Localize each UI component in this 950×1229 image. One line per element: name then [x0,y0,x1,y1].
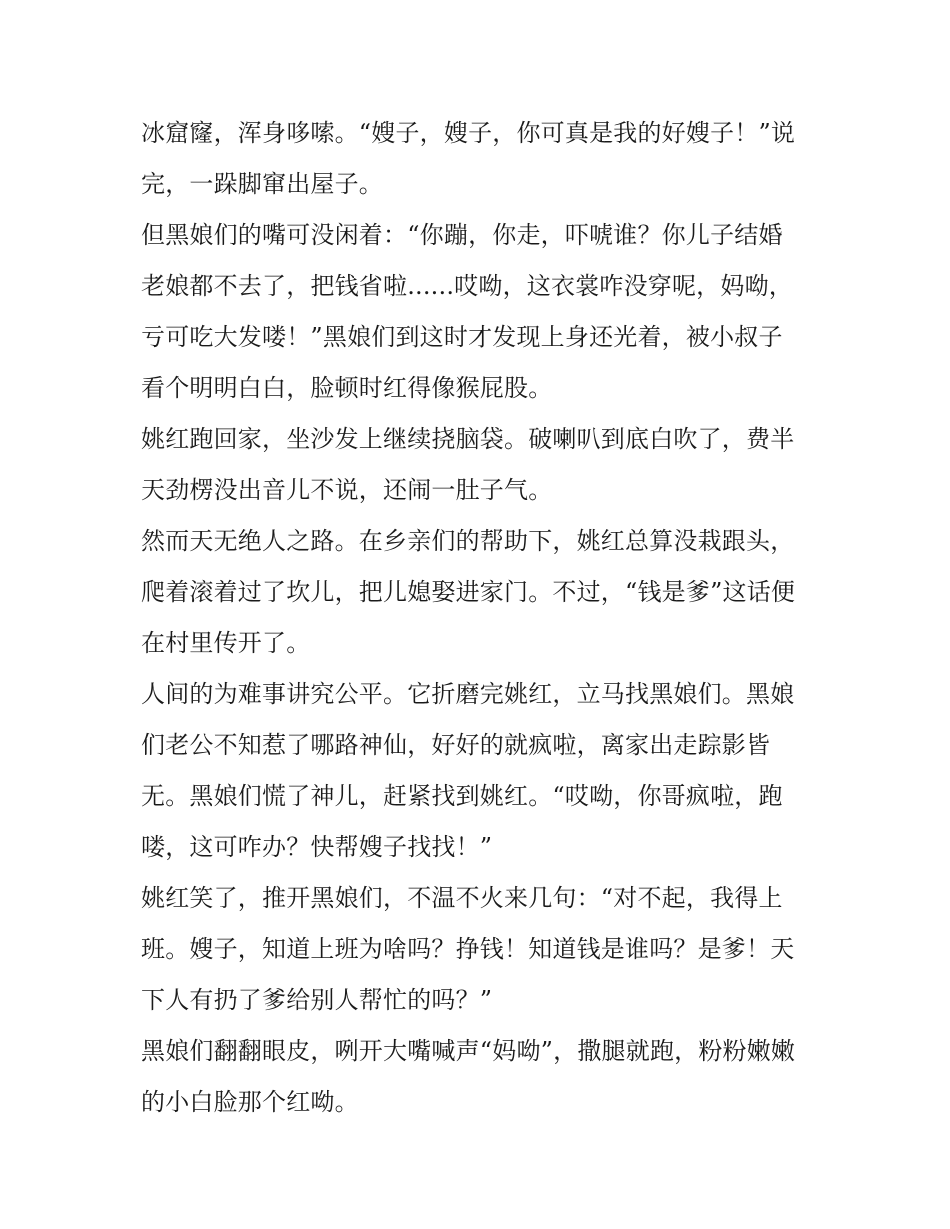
text-line: 们老公不知惹了哪路神仙，好好的就疯啦，离家出走踪影皆 [141,731,771,759]
paragraph-1 [141,108,821,210]
text-line: 喽，这可咋办？快帮嫂子找找！” [141,833,493,861]
paragraph-4 [141,516,821,669]
text-line: 冰窟窿，浑身哆嗦。“嫂子，嫂子，你可真是我的好嫂子！”说 [141,119,796,147]
text-line: 的小白脸那个红呦。 [141,1088,359,1116]
text-line: 下人有扔了爹给别人帮忙的吗？” [141,986,493,1014]
document-body [141,108,821,1128]
text-line: 但黑娘们的嘴可没闲着：“你蹦，你走，吓唬谁？你儿子结婚 [141,221,783,249]
text-line: 姚红跑回家，坐沙发上继续挠脑袋。破喇叭到底白吹了，费半 [141,425,795,453]
text-line: 完，一跺脚窜出屋子。 [141,170,383,198]
text-line: 老娘都不去了，把钱省啦......哎呦，这衣裳咋没穿呢，妈呦， [141,272,793,300]
text-line: 在村里传开了。 [141,629,311,657]
text-line: 无。黑娘们慌了神儿，赶紧找到姚红。“哎呦，你哥疯啦，跑 [141,782,783,810]
text-line: 爬着滚着过了坎儿，把儿媳娶进家门。不过，“钱是爹”这话便 [141,578,796,606]
text-line: 看个明明白白，脸顿时红得像猴屁股。 [141,374,553,402]
text-line: 班。嫂子，知道上班为啥吗？挣钱！知道钱是谁吗？是爹！天 [141,935,795,963]
text-line: 亏可吃大发喽！”黑娘们到这时才发现上身还光着，被小叔子 [141,323,783,351]
paragraph-7 [141,1026,821,1128]
paragraph-2 [141,210,821,414]
paragraph-3 [141,414,821,516]
text-line: 天劲楞没出音儿不说，还闹一肚子气。 [141,476,553,504]
text-line: 姚红笑了，推开黑娘们，不温不火来几句：“对不起，我得上 [141,884,783,912]
paragraph-5 [141,669,821,873]
text-line: 人间的为难事讲究公平。它折磨完姚红，立马找黑娘们。黑娘 [141,680,795,708]
text-line: 然而天无绝人之路。在乡亲们的帮助下，姚红总算没栽跟头， [141,527,795,555]
text-line: 黑娘们翻翻眼皮，咧开大嘴喊声“妈呦”，撒腿就跑，粉粉嫩嫩 [141,1037,796,1065]
paragraph-6 [141,873,821,1026]
